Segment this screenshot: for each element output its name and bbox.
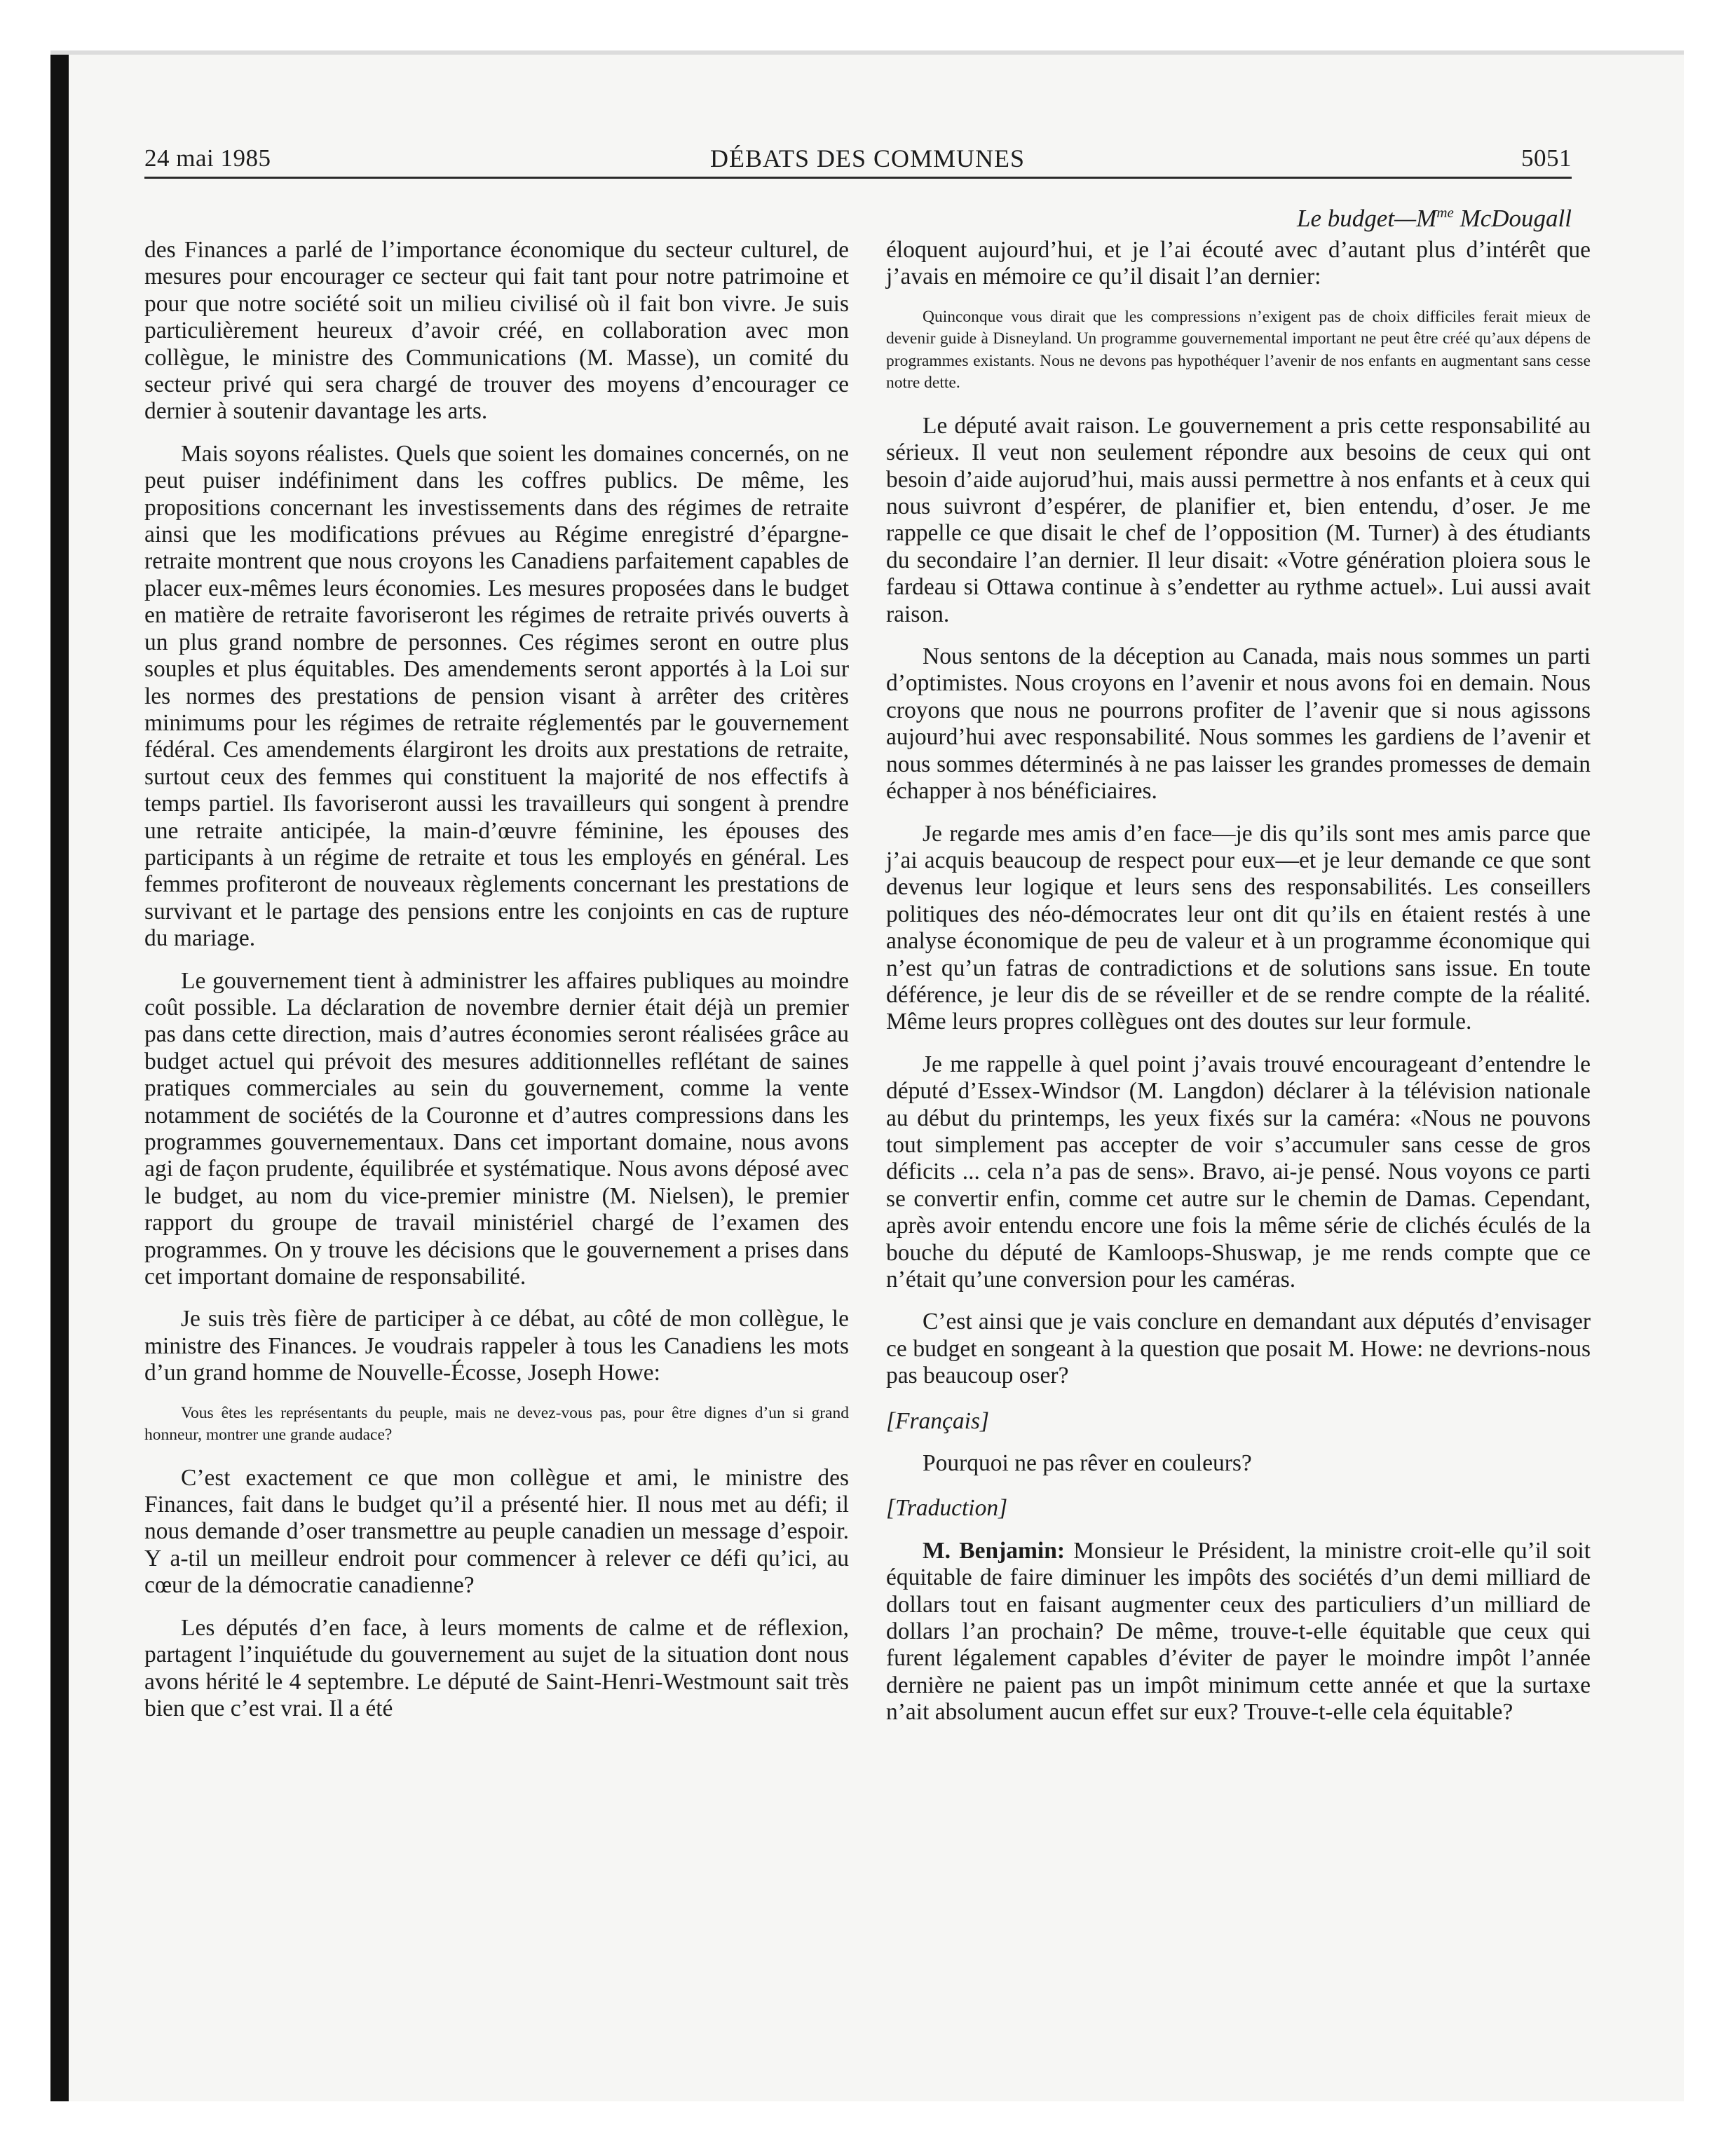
speaker-name: M. Benjamin: xyxy=(923,1537,1065,1564)
header-title: DÉBATS DES COMMUNES xyxy=(709,144,1026,172)
paragraph: Mais soyons réalistes. Quels que soient les domaines concernés, on ne peut puiser indéfiniment dans les coffres publics. De même, les propositions concernant les investissements dans des régimes de retraite ainsi que les modifications prévues au Régime enregistré d’épargne-retraite montrent que nous croyons les Canadiens parfaitement capables de placer eux-mêmes leurs économies. Les mesures proposées dans le budget en matière de retraite favoriseront les régimes de retraite privés ouverts à un plus grand nombre de personnes. Ces régimes seront en outre plus souples et plus équitables. Des amendements seront apportés à la Loi sur les normes des prestations de pension visant à arrêter des critères minimums pour les régimes de retraite réglementés par le gouvernement fédéral. Ces amendements élargiront les droits aux prestations de retraite, surtout ceux des femmes qui constituent la majorité de nos effectifs à temps partiel. Ils favoriseront aussi les travailleurs qui songent à prendre une retraite anticipée, la main-d’œuvre féminine, les épouses des participants à un régime de retraite et tous les employés en général. Les femmes profiteront de nouveaux règlements concernant les prestations de survivant et le partage des pensions entre les conjoints en cas de rupture du mariage. xyxy=(144,440,849,952)
header-rule xyxy=(144,177,1572,179)
left-column xyxy=(144,237,849,1738)
paragraph: Je suis très fière de participer à ce débat, au côté de mon collègue, le ministre des Finances. Je voudrais rappeler à tous les Canadiens les mots d’un grand homme de Nouvelle-Écosse, Joseph Howe: xyxy=(144,1306,849,1386)
section-header-superscript: me xyxy=(1436,204,1454,221)
section-header-speaker: McDougall xyxy=(1453,205,1572,232)
paragraph: C’est exactement ce que mon collègue et ami, le ministre des Finances, fait dans le budget qu’il a présenté hier. Il nous met au défi; il nous demande d’oser transmettre au peuple canadien un message d’espoir. Y a-til un meilleur endroit pour commencer à relever ce défi qu’ici, au cœur de la démocratie canadienne? xyxy=(144,1464,849,1599)
scan-border-left xyxy=(50,50,69,2101)
paragraph: Le gouvernement tient à administrer les affaires publiques au moindre coût possible. La déclaration de novembre dernier était déjà un premier pas dans cette direction, mais d’autres économies seront réalisées grâce au budget actuel qui prévoit des mesures additionnelles reflétant de saines pratiques commerciales au sein du gouvernement, comme la vente notamment de sociétés de la Couronne et d’autres compressions dans les programmes gouvernementaux. Dans cet important domaine, nous avons agi de façon prudente, équilibrée et systématique. Nous avons déposé avec le budget, au nom du vice-premier ministre (M. Nielsen), le premier rapport du groupe de travail ministériel chargé de l’examen des programmes. On y trouve les décisions que le gouvernement a prises dans cet important domaine de responsabilité. xyxy=(144,967,849,1290)
paragraph: C’est ainsi que je vais conclure en demandant aux députés d’envisager ce budget en songeant à la question que posait M. Howe: ne devrions-nous pas beaucoup oser? xyxy=(886,1309,1591,1389)
paragraph: Le député avait raison. Le gouvernement a pris cette responsabilité au sérieux. Il veut non seulement répondre aux besoins de ceux qui ont besoin d’aide aujorud’hui, mais aussi permettre à nos enfants et à ceux qui nous suivront d’espérer, de planifier et, bien entendu, d’oser. Je me rappelle ce que disait le chef de l’opposition (M. Turner) à des étudiants du secondaire l’an dernier. Il leur disait: «Votre génération ploiera sous le fardeau si Ottawa continue à s’endetter au rythme actuel». Lui aussi avait raison. xyxy=(886,412,1591,627)
header-date: 24 mai 1985 xyxy=(144,144,271,172)
section-header xyxy=(1297,198,1572,233)
language-label: [Traduction] xyxy=(886,1495,1008,1522)
speech-text: Monsieur le Président, la ministre croit-elle qu’il soit équitable de faire diminuer les impôts des sociétés d’un demi milliard de dollars tout en faisant augmenter ceux des particuliers d’un milliard de dollars l’an prochain? De même, trouve-t-elle équitable que ceux qui furent légalement capables d’éviter de payer le moindre impôt l’année dernière ne paient pas un impôt minimum cette année et que la surtaxe n’ait absolument aucun effet sur eux? Trouve-t-elle cela équitable? xyxy=(886,1537,1591,1726)
paragraph xyxy=(886,1538,1591,1726)
paragraph: éloquent aujourd’hui, et je l’ai écouté avec d’autant plus d’intérêt que j’avais en mémoire ce qu’il disait l’an dernier: xyxy=(886,237,1591,290)
paragraph: Nous sentons de la déception au Canada, mais nous sommes un parti d’optimistes. Nous croyons en l’avenir et nous avons foi en demain. Nous croyons que nous ne pourrons profiter de l’avenir que si nous agissons aujourd’hui avec responsabilité. Nous sommes les gardiens de l’avenir et nous sommes déterminés à ne pas laisser les grandes promesses de demain échapper à nos bénéficiaires. xyxy=(886,643,1591,805)
block-quote: Vous êtes les représentants du peuple, mais ne devez-vous pas, pour être dignes d’un si grand honneur, montrer une grande audace? xyxy=(144,1403,849,1445)
page-number: 5051 xyxy=(1521,144,1572,172)
paragraph: des Finances a parlé de l’importance économique du secteur culturel, de mesures pour encourager ce secteur qui fait tant pour notre patrimoine et pour que notre société soit un milieu civilisé où il fait bon vivre. Je suis particulièrement heureux d’avoir créé, en collaboration avec mon collègue, le ministre des Communications (M. Masse), un comité du secteur privé qui sera chargé de trouver des moyens d’encourager ce dernier à soutenir davantage les arts. xyxy=(144,237,849,425)
paragraph: Je me rappelle à quel point j’avais trouvé encourageant d’entendre le député d’Essex-Windsor (M. Langdon) déclarer à la télévision nationale au début du printemps, les yeux fixés sur la caméra: «Nous ne pouvons tout simplement pas accepter de voir s’accumuler sans cesse de gros déficits ... cela n’a pas de sens». Bravo, ai-je pensé. Nous voyons ce parti se convertir enfin, comme cet autre sur le chemin de Damas. Cependant, après avoir entendu encore une fois la même série de clichés éculés de la bouche du député de Kamloops-Shuswap, je me rends compte que ce n’était qu’une conversion pour les caméras. xyxy=(886,1051,1591,1292)
right-column xyxy=(886,237,1591,1742)
block-quote: Quinconque vous dirait que les compressions n’exigent pas de choix difficiles ferait mieux de devenir guide à Disneyland. Un programme gouvernemental important ne peut être créé qu’aux dépens de programmes existants. Nous ne devons pas hypothéquer l’avenir de nos enfants en augmentant sans cesse notre dette. xyxy=(886,307,1591,393)
language-label: [Français] xyxy=(886,1407,990,1434)
paragraph: Je regarde mes amis d’en face—je dis qu’ils sont mes amis parce que j’ai acquis beaucoup de respect pour eux—et je leur demande ce que sont devenus leur logique et leurs sens des responsabilités. Les conseillers politiques des néo-démocrates leur ont dit qu’ils en étaient restés à une analyse économique de peu de valeur et à un programme économique qui n’est qu’un fatras de contradictions et de solutions sans issue. En toute déférence, je leur dis de se réveiller et de se rendre compte de la réalité. Même leurs propres collègues ont des doutes sur leur formule. xyxy=(886,820,1591,1035)
paragraph: Pourquoi ne pas rêver en couleurs? xyxy=(923,1450,1252,1477)
section-header-main: Le budget—M xyxy=(1297,205,1437,232)
paragraph: Les députés d’en face, à leurs moments de calme et de réflexion, partagent l’inquiétude du gouvernement au sujet de la situation dont nous avons hérité le 4 septembre. Le député de Saint-Henri-Westmount sait très bien que c’est vrai. Il a été xyxy=(144,1614,849,1721)
